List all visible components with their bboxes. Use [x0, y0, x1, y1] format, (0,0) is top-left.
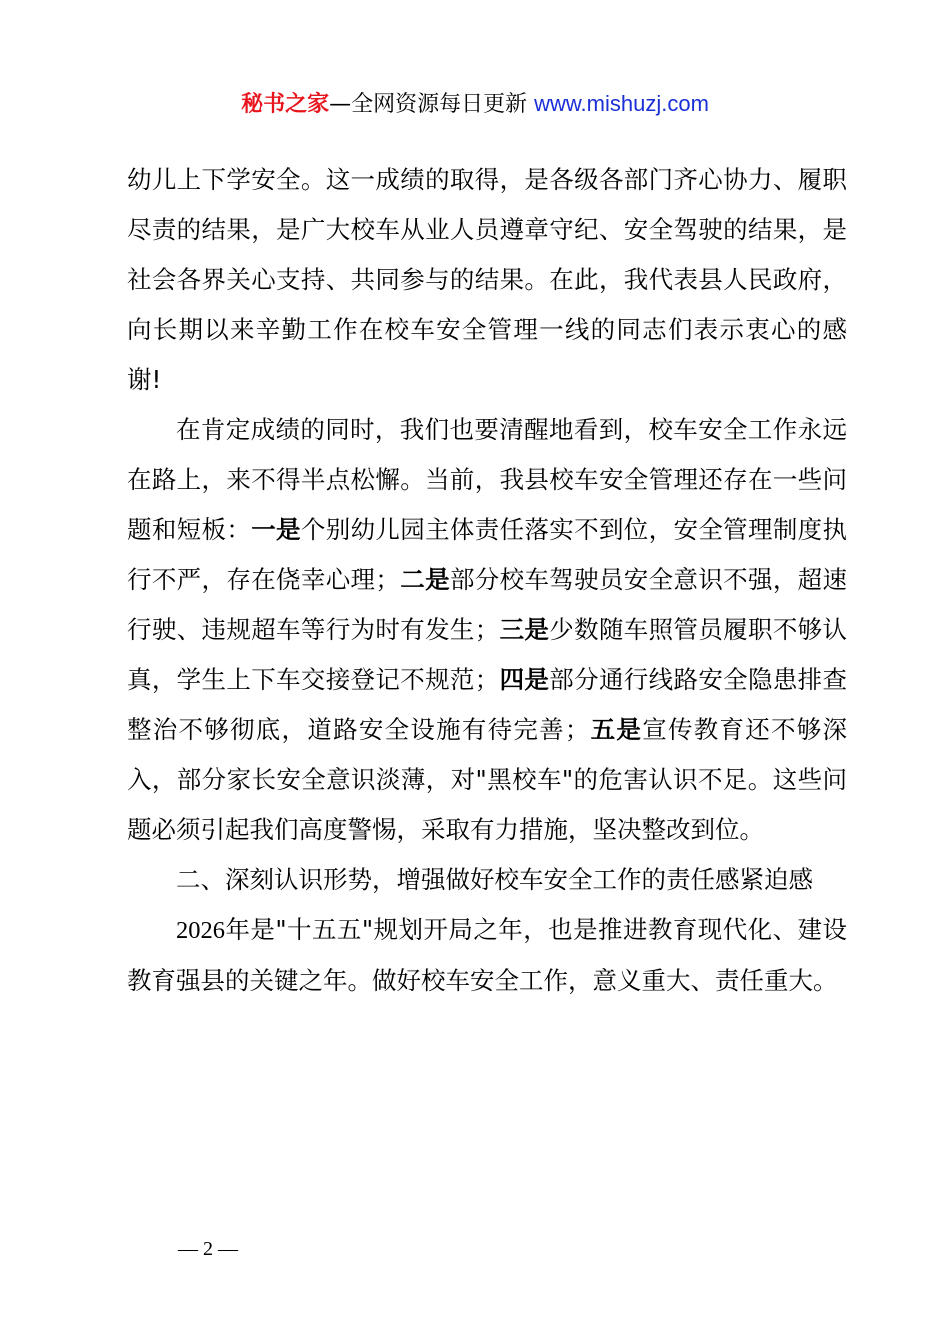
- problem-label-5: 五是: [589, 715, 643, 744]
- paragraph-problems: [127, 405, 847, 855]
- problems-intro: 在肯定成绩的同时，我们也要清醒地看到，校车安全工作永远在路上，来不得半点松懈。当前，我县校车安全管理还存在一些问题和短板：: [127, 415, 847, 544]
- site-slogan: —全网资源每日更新: [329, 92, 535, 117]
- problem-text-3: 少数随车照管员履职不够认真，学生上下车交接登记不规范；: [127, 615, 848, 694]
- paragraph-thanks: 幼儿上下学安全。这一成绩的取得，是各级各部门齐心协力、履职尽责的结果，是广大校车从业人员遵章守纪、安全驾驶的结果，是社会各界关心支持、共同参与的结果。在此，我代表县人民政府，向长期以来辛勤工作在校车安全管理一线的同志们表示衷心的感谢!: [127, 165, 847, 394]
- problem-label-2: 二是: [399, 565, 450, 594]
- page-number: — 2 —: [178, 1238, 238, 1260]
- problem-text-1: 个别幼儿园主体责任落实不到位，安全管理制度执行不严，存在侥幸心理；: [127, 515, 848, 594]
- problem-label-3: 三是: [499, 615, 550, 644]
- problem-label-1: 一是: [251, 515, 301, 544]
- problem-label-4: 四是: [499, 665, 550, 694]
- problem-text-2: 部分校车驾驶员安全意识不强，超速行驶、违规超车等行为时有发生；: [127, 565, 848, 644]
- section-heading-2: 二、深刻认识形势，增强做好校车安全工作的责任感紧迫感: [176, 865, 813, 894]
- document-body: [127, 155, 847, 1006]
- site-brand: 秘书之家: [241, 92, 330, 117]
- outlook-text: 年是"十五五"规划开局之年，也是推进教育现代化、建设教育强县的关键之年。做好校车安全工作，意义重大、责任重大。: [127, 915, 847, 995]
- problem-text-5: 宣传教育还不够深入，部分家长安全意识淡薄，对"黑校车"的危害认识不足。这些问题必须引起我们高度警惕，采取有力措施，坚决整改到位。: [127, 715, 848, 844]
- site-header: [0, 86, 950, 123]
- problem-text-4: 部分通行线路安全隐患排查整治不够彻底，道路安全设施有待完善；: [127, 665, 848, 744]
- outlook-year: 2026: [176, 917, 225, 944]
- site-url-link[interactable]: www.mishuzj.com: [534, 91, 709, 116]
- paragraph-outlook: [127, 905, 847, 1006]
